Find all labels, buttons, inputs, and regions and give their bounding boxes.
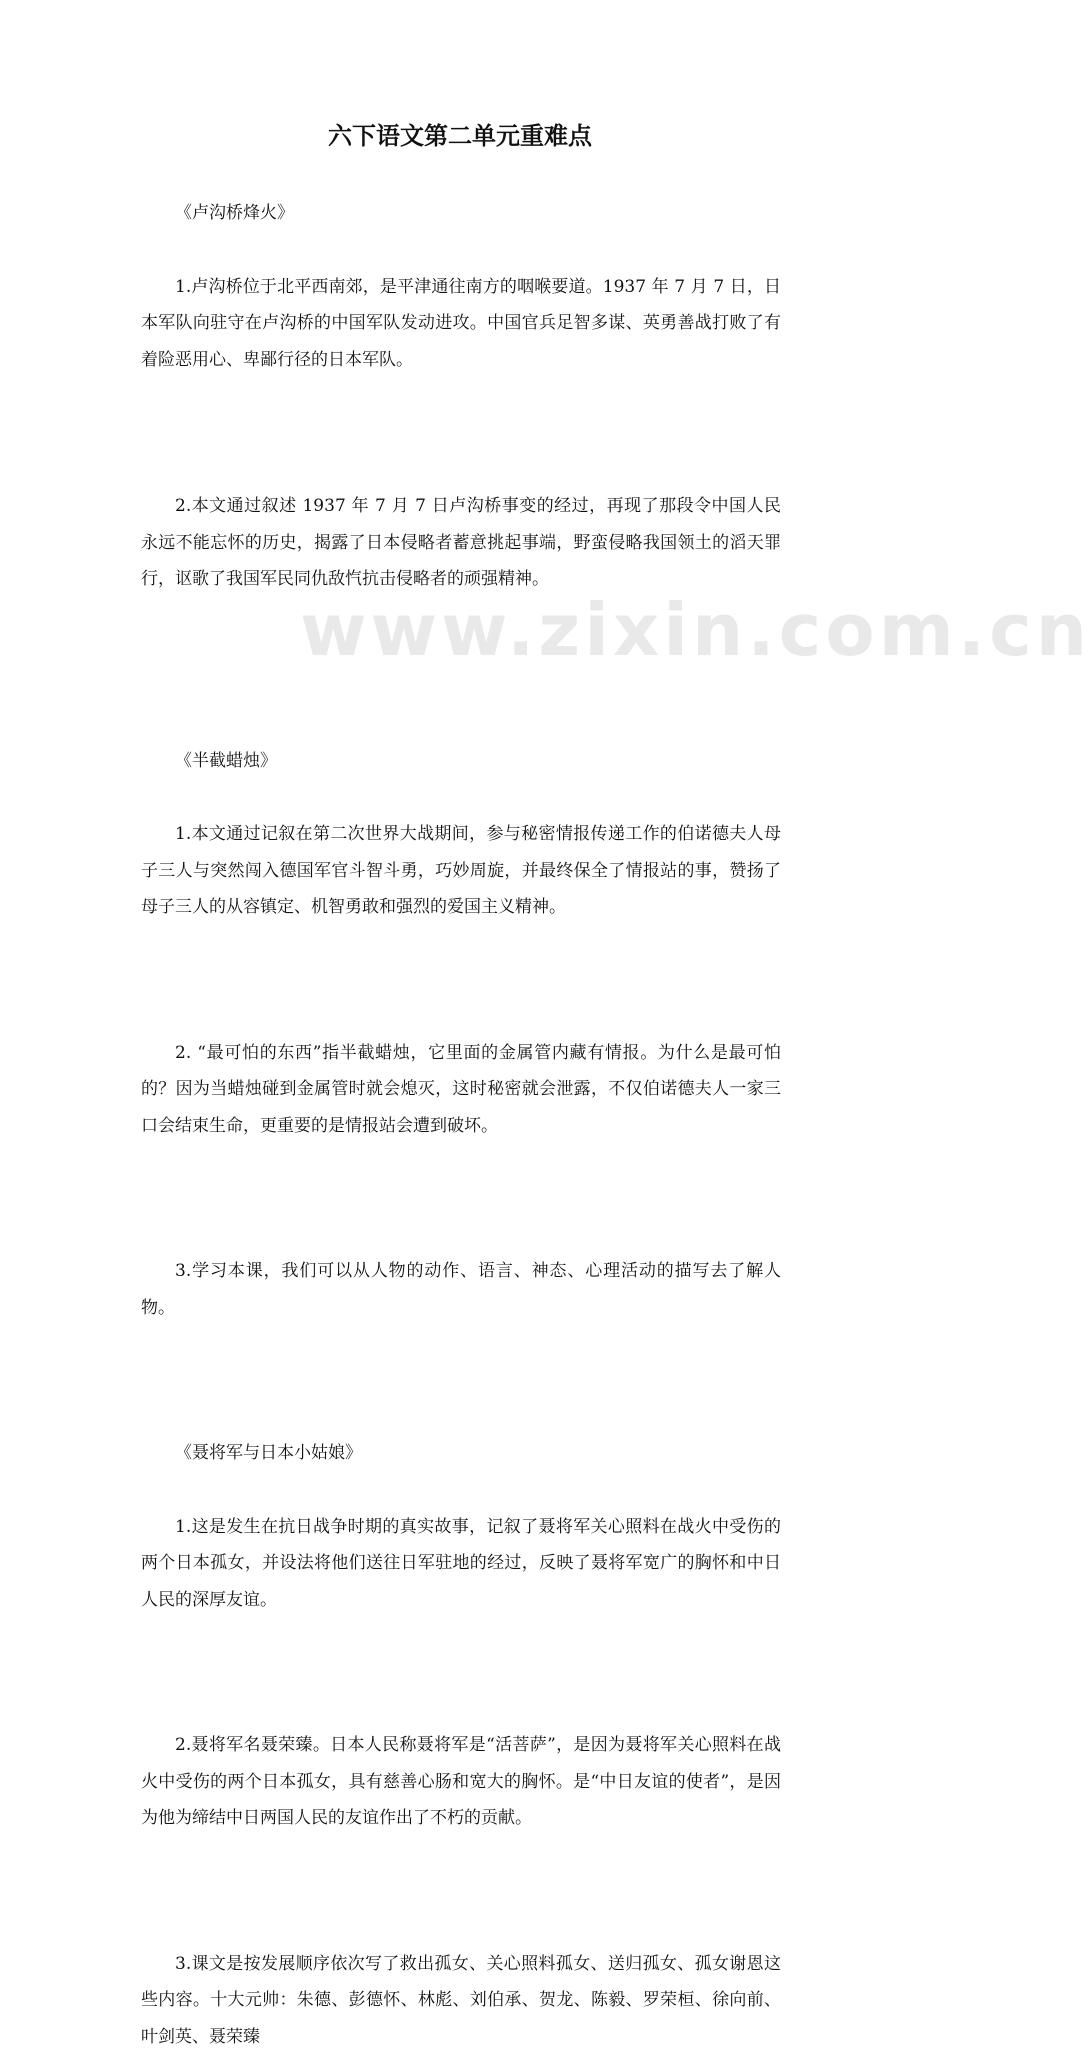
section-body-lugouqiao	[141, 269, 781, 379]
page-title: 六下语文第二单元重难点	[0, 118, 920, 154]
section-heading	[141, 1435, 781, 1472]
paragraph: 1.本文通过记叙在第二次世界大战期间，参与秘密情报传递工作的伯诺德夫人母子三人与突然闯入德国军官斗智斗勇，巧妙周旋，并最终保全了情报站的事，赞扬了母子三人的从容镇定、机智勇敢和强烈的爱国主义精神。	[141, 816, 781, 926]
section-body-lugouqiao-2	[141, 488, 781, 598]
watermark: www.zixin.com.cn	[300, 588, 1091, 672]
section-heading-lugouqiao: 《卢沟桥烽火》	[141, 195, 781, 232]
section-heading-banjielazhu: 《半截蜡烛》	[141, 743, 781, 780]
section-heading	[141, 743, 781, 780]
paragraph: 2.本文通过叙述 1937 年 7 月 7 日卢沟桥事变的经过，再现了那段令中国人民永远不能忘怀的历史，揭露了日本侵略者蓄意挑起事端，野蛮侵略我国领土的滔天罪行，讴歌了我国军民同仇敌忾抗击侵略者的顽强精神。	[141, 488, 781, 598]
section-body-banjielazhu-2	[141, 1035, 781, 1145]
section-heading	[141, 195, 781, 232]
paragraph: 2.聂将军名聂荣臻。日本人民称聂将军是“活菩萨”，是因为聂将军关心照料在战火中受伤的两个日本孤女，具有慈善心肠和宽大的胸怀。是“中日友谊的使者”，是因为他为缔结中日两国人民的友谊作出了不朽的贡献。	[141, 1727, 781, 1837]
section-body-niejiangjun	[141, 1509, 781, 1619]
section-body-niejiangjun-3	[141, 1946, 781, 2055]
paragraph: 3.学习本课，我们可以从人物的动作、语言、神态、心理活动的描写去了解人物。	[141, 1253, 781, 1326]
section-body-banjielazhu-3	[141, 1253, 781, 1326]
paragraph: 3.课文是按发展顺序依次写了救出孤女、关心照料孤女、送归孤女、孤女谢恩这些内容。十大元帅：朱德、彭德怀、林彪、刘伯承、贺龙、陈毅、罗荣桓、徐向前、叶剑英、聂荣臻	[141, 1946, 781, 2055]
paragraph: 1.卢沟桥位于北平西南郊，是平津通往南方的咽喉要道。1937 年 7 月 7 日，日本军队向驻守在卢沟桥的中国军队发动进攻。中国官兵足智多谋、英勇善战打败了有着险恶用心、卑鄙行径的日本军队。	[141, 269, 781, 379]
section-body-banjielazhu	[141, 816, 781, 926]
paragraph: 1.这是发生在抗日战争时期的真实故事，记叙了聂将军关心照料在战火中受伤的两个日本孤女，并设法将他们送往日军驻地的经过，反映了聂将军宽广的胸怀和中日人民的深厚友谊。	[141, 1509, 781, 1619]
paragraph: 2. “最可怕的东西”指半截蜡烛，它里面的金属管内藏有情报。为什么是最可怕的？因为当蜡烛碰到金属管时就会熄灭，这时秘密就会泄露，不仅伯诺德夫人一家三口会结束生命，更重要的是情报站会遭到破坏。	[141, 1035, 781, 1145]
section-body-niejiangjun-2	[141, 1727, 781, 1837]
section-heading-niejiangjun: 《聂将军与日本小姑娘》	[141, 1435, 781, 1472]
